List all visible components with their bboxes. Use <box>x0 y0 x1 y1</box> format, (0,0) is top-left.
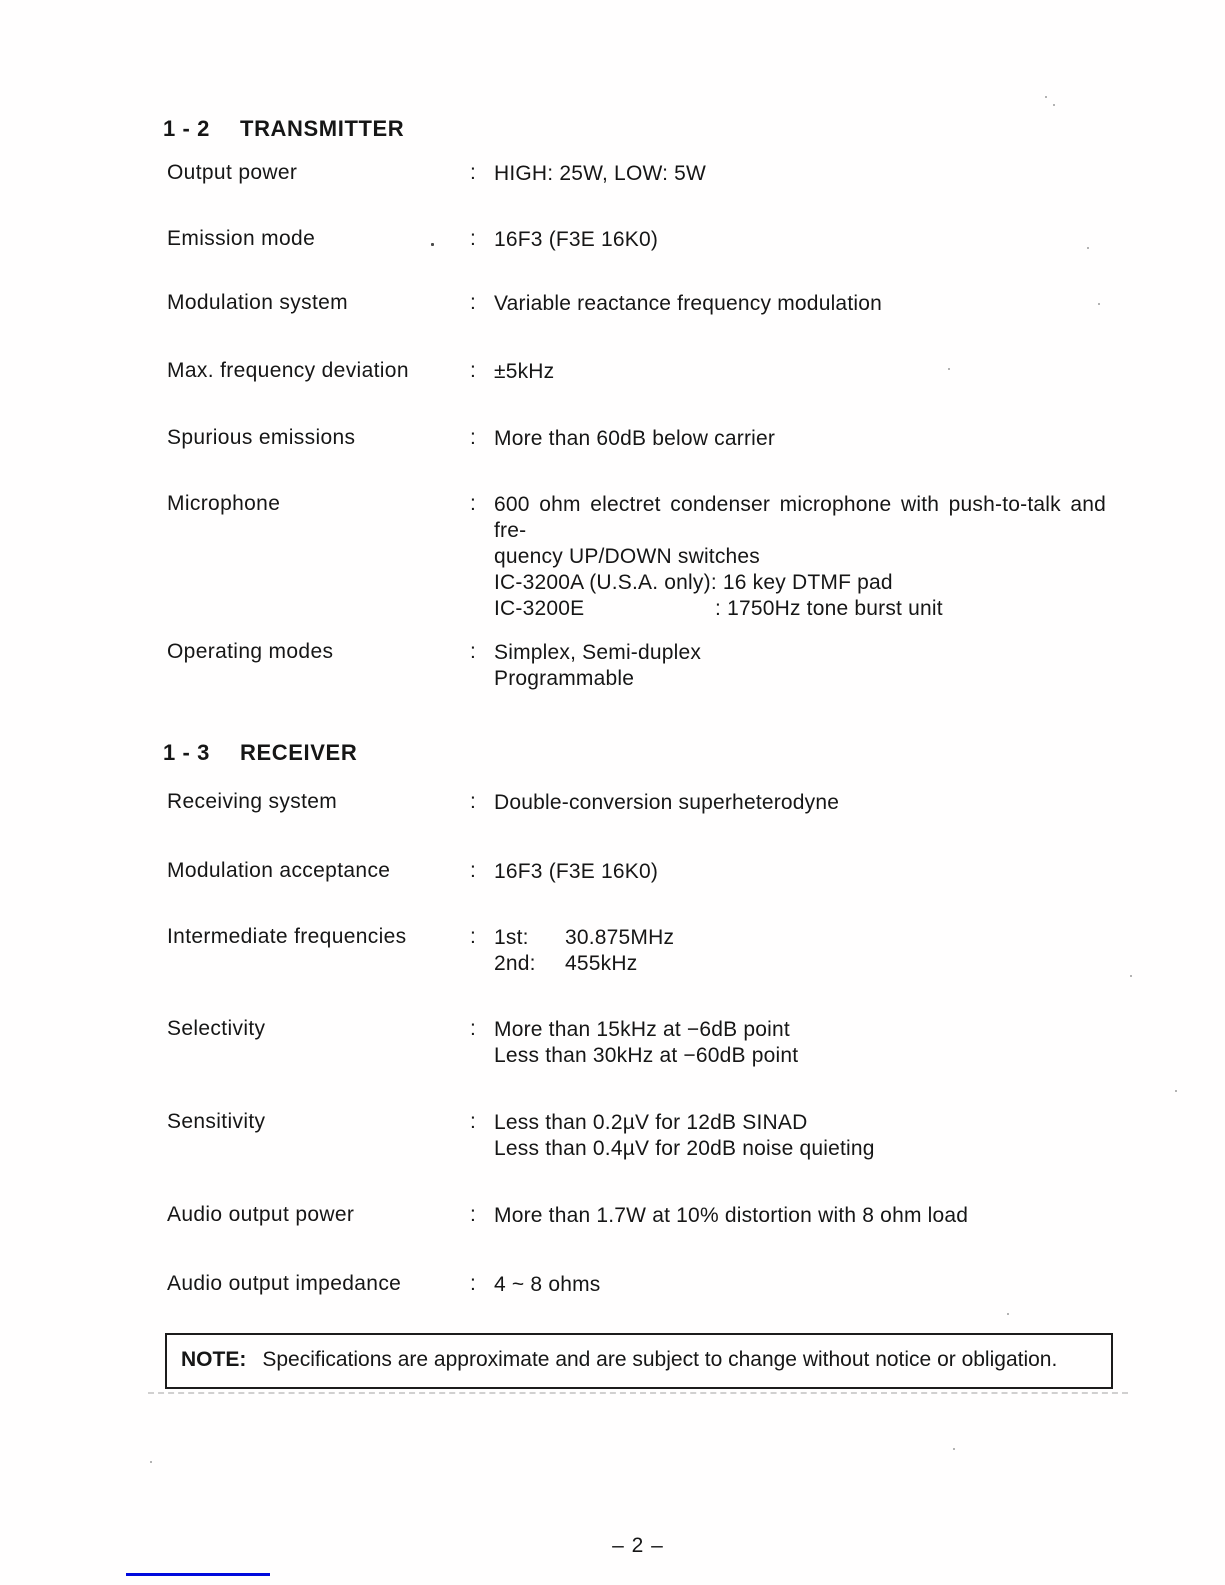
scan-speck <box>431 243 434 246</box>
spec-value-line: 600 ohm electret condenser microphone with push-to-talk and fre- <box>494 493 1106 542</box>
section-number: 1 - 2 <box>163 116 211 141</box>
section-heading-receiver <box>163 740 357 766</box>
colon-separator: : <box>470 925 476 948</box>
colon-separator: : <box>470 1272 476 1295</box>
mic-model-b <box>494 596 1106 622</box>
colon-separator: : <box>470 291 476 314</box>
spec-value: More than 1.7W at 10% distortion with 8 ohm load <box>494 1204 969 1227</box>
if-ordinal: 2nd: <box>494 952 536 975</box>
colon-separator: : <box>470 492 476 515</box>
note-box <box>165 1333 1113 1389</box>
colon-separator: : <box>470 1110 476 1133</box>
colon-separator: : <box>470 1203 476 1226</box>
mic-model-b-value: : 1750Hz tone burst unit <box>715 597 943 620</box>
scan-speck <box>1053 104 1055 106</box>
scan-speck <box>1130 975 1132 977</box>
note-label: NOTE: <box>181 1348 247 1371</box>
scan-speck <box>150 1461 152 1463</box>
spec-value-line: Less than 0.4µV for 20dB noise quieting <box>494 1137 875 1160</box>
mic-model-b-name: IC-3200E <box>494 597 585 620</box>
spec-label: Receiving system <box>167 790 338 813</box>
section-title: RECEIVER <box>240 740 358 765</box>
spec-value-line: More than 15kHz at −6dB point <box>494 1018 790 1041</box>
if-frequency: 455kHz <box>565 952 638 975</box>
spec-label: Sensitivity <box>167 1110 266 1133</box>
colon-separator: : <box>470 790 476 813</box>
section-number: 1 - 3 <box>163 740 211 765</box>
page-number: – 2 – <box>612 1534 664 1557</box>
spec-label: Audio output impedance <box>167 1272 402 1295</box>
note-text-line <box>181 1348 1057 1372</box>
scan-speck <box>1175 1090 1177 1092</box>
spec-value-line: Less than 0.2µV for 12dB SINAD <box>494 1111 808 1134</box>
section-title: TRANSMITTER <box>240 116 405 141</box>
spec-value: Variable reactance frequency modulation <box>494 292 882 315</box>
spec-label: Microphone <box>167 492 281 515</box>
note-text: Specifications are approximate and are subject to change without notice or obligation. <box>262 1348 1058 1371</box>
if-line-2nd <box>494 951 1106 977</box>
colon-separator: : <box>470 227 476 250</box>
if-line-1st <box>494 925 1106 951</box>
colon-separator: : <box>470 640 476 663</box>
spec-value: 16F3 (F3E 16K0) <box>494 228 659 251</box>
spec-label: Spurious emissions <box>167 426 356 449</box>
scan-speck <box>1007 1313 1009 1315</box>
spec-value: 4 ~ 8 ohms <box>494 1273 601 1296</box>
spec-label: Operating modes <box>167 640 334 663</box>
scan-speck <box>1045 96 1047 98</box>
colon-separator: : <box>470 359 476 382</box>
spec-label: Selectivity <box>167 1017 266 1040</box>
spec-label: Modulation system <box>167 291 349 314</box>
spec-value-line: Less than 30kHz at −60dB point <box>494 1044 799 1067</box>
mic-model-a: IC-3200A (U.S.A. only): 16 key DTMF pad <box>494 571 893 594</box>
spec-label: Audio output power <box>167 1203 355 1226</box>
if-ordinal: 1st: <box>494 926 529 949</box>
scan-artifact-line <box>148 1392 1128 1394</box>
if-frequency: 30.875MHz <box>565 926 675 949</box>
scan-speck <box>948 368 950 370</box>
spec-label: Modulation acceptance <box>167 859 391 882</box>
scan-edge-dashed-line <box>0 1580 1225 1583</box>
spec-label: Output power <box>167 161 298 184</box>
scan-speck <box>1087 247 1089 249</box>
colon-separator: : <box>470 161 476 184</box>
spec-label: Emission mode <box>167 227 316 250</box>
colon-separator: : <box>470 426 476 449</box>
spec-value: HIGH: 25W, LOW: 5W <box>494 162 707 185</box>
spec-value: 16F3 (F3E 16K0) <box>494 860 659 883</box>
blue-ink-underline <box>126 1573 270 1576</box>
spec-label: Intermediate frequencies <box>167 925 407 948</box>
colon-separator: : <box>470 1017 476 1040</box>
spec-value: More than 60dB below carrier <box>494 427 776 450</box>
spec-value-line: Programmable <box>494 667 635 690</box>
scan-speck <box>1098 303 1100 305</box>
spec-value-line: quency UP/DOWN switches <box>494 545 761 568</box>
spec-value: ±5kHz <box>494 360 555 383</box>
spec-value-line: Simplex, Semi-duplex <box>494 641 702 664</box>
spec-label: Max. frequency deviation <box>167 359 409 382</box>
spec-value: Double-conversion superheterodyne <box>494 791 840 814</box>
section-heading-transmitter <box>163 116 404 142</box>
colon-separator: : <box>470 859 476 882</box>
scan-speck <box>953 1448 955 1450</box>
